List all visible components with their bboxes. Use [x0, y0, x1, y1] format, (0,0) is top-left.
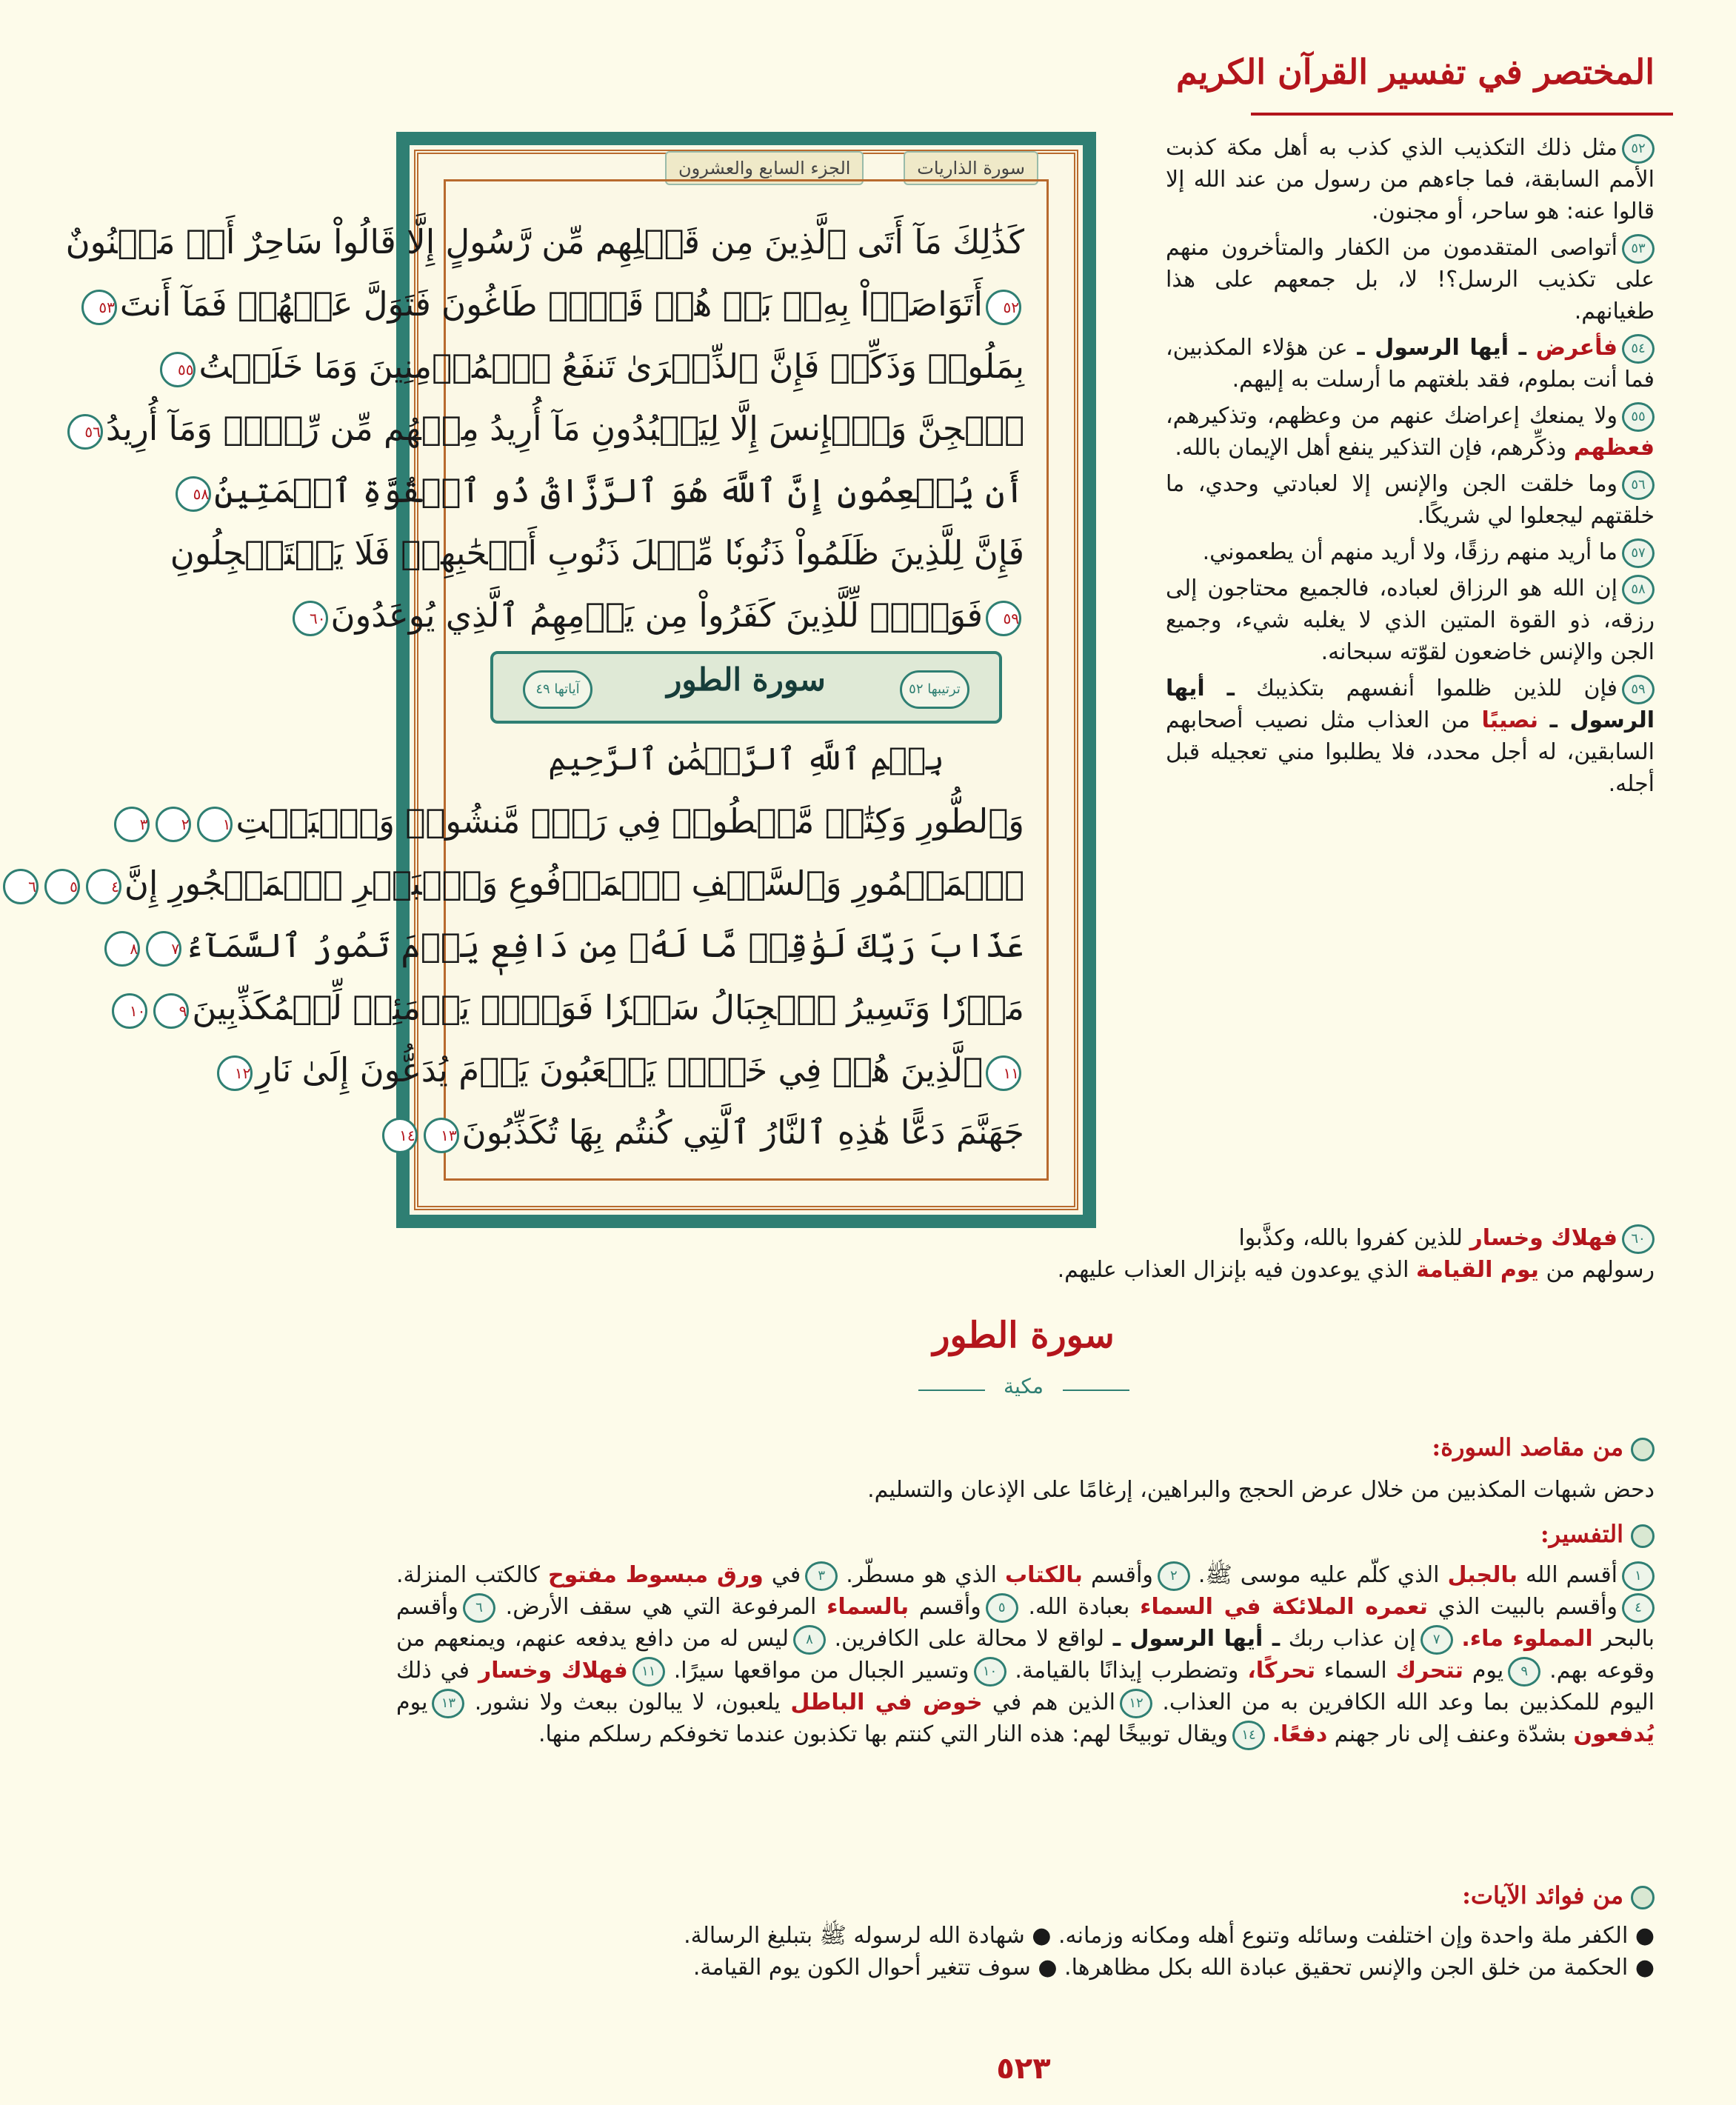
page-number: ٥٢٣ [996, 2052, 1051, 2086]
verse-number: ١٠ [974, 1657, 1006, 1687]
verse-line: ٱلۡمَعۡمُورِ وَٱلسَّقۡفِ ٱلۡمَرۡفُوعِ وَٱلۡبَحۡرِ ٱلۡمَسۡجُورِ إِنَّ٤٥٦ [468, 853, 1024, 915]
verse-number: ٦٠ [1622, 1224, 1655, 1254]
fawaid-row: ● الكفر ملة واحدة وإن اختلفت وسائله وتنوع أهله ومكانه وزمانه. ● شهادة الله لرسوله ﷺ بتبليغ الرسالة. [684, 1923, 1655, 1949]
mushaf-text-area [28, 179, 1049, 1181]
fawaid-item: سوف تتغير أحوال الكون يوم القيامة. [692, 1955, 1031, 1981]
tafsir-paragraph-60: ٦٠فهلاك وخسار للذين كفروا بالله، وكذَّبوا رسولهم من يوم القيامة الذي يوعدون فيه بإنزال العذاب عليهم. [1057, 1225, 1655, 1283]
basmala: بِسۡمِ ٱللَّهِ ٱلرَّحۡمَٰنِ ٱلرَّحِيمِ [548, 741, 944, 777]
verse-marker: ١٠ [112, 993, 147, 1029]
verse-line: جَهَنَّمَ دَعًّا هَٰذِهِ ٱلنَّارُ ٱلَّتِي كُنتُم بِهَا تُكَذِّبُونَ١٣١٤ [468, 1101, 1024, 1164]
verse-marker: ٨ [104, 931, 140, 967]
verse-marker: ٩ [153, 993, 189, 1029]
verse-marker: ١٣ [424, 1118, 459, 1153]
verse-marker: ٢ [156, 807, 191, 842]
verse-number: ٥٨ [1622, 575, 1655, 604]
banner-verse-count: آياتها ٤٩ [523, 670, 592, 709]
verse-number: ٥٢ [1622, 134, 1655, 164]
surah-banner [490, 651, 1002, 724]
surah-name-label: سورة الذاريات [904, 151, 1038, 185]
verse-marker: ٥٢ [986, 290, 1021, 325]
maqasid-heading: من مقاصد السورة: [1432, 1433, 1655, 1461]
verse-number: ٥٩ [1622, 675, 1655, 704]
verse-line: كَذَٰلِكَ مَآ أَتَى ٱلَّذِينَ مِن قَبۡلِهِم مِّن رَّسُولٍ إِلَّا قَالُواْ سَاحِرٌ أَوۡ مَجۡنُونٌ [65, 222, 1024, 261]
verse-number: ٤ [1622, 1593, 1655, 1623]
tafsir-paragraph: ٥٣أتواصى المتقدمون من الكفار والمتأخرون منهم على تكذيب الرسل؟! لا، بل جمعهم على هذا طغيانهم. [1166, 235, 1655, 324]
tafsir-block: ١أقسم الله بالجبل الذي كلّم عليه موسى ﷺ. ٢وأقسم بالكتاب الذي هو مسطّر. ٣في ورق مبسوط مفتوح كالكتب المنزلة. ٤وأقسم بالبيت الذي تعمره الملائكة في السماء بعبادة الله. ٥وأقسم بالسماء المرفوعة التي هي سقف الأرض. ٦وأقسم بالبحر المملوء ماء. ٧إن عذاب ربك ـ أيها الرسول ـ لواقع لا محالة على الكافرين. ٨ليس له من دافع يدفعه عنهم، ويمنعهم من وقوعه بهم. ٩يوم تتحرك السماء تحركًا، وتضطرب إيذانًا بالقيامة. ١٠وتسير الجبال من مواقعها سيرًا. ١١فهلاك وخسار في ذلك اليوم للمكذبين بما وعد الله الكافرين به من العذاب. ١٢الذين هم في خوض في الباطل يلعبون، لا يبالون ببعث ولا نشور. ١٣يوم يُدفعون بشدّة وعنف إلى نار جهنم دفعًا. ١٤ويقال توبيخًا لهم: هذه النار التي كنتم بها تكذبون عندما تخوفكم رسلكم منها. [396, 1559, 1655, 1750]
verse-number: ٣ [805, 1561, 838, 1591]
verse-number: ٥٣ [1622, 234, 1655, 264]
tafsir-paragraph: ٥٢مثل ذلك التكذيب الذي كذب به أهل مكة كذبت الأمم السابقة، فما جاءهم من رسول من عند الله إلا قالوا عنه: هو ساحر، أو مجنون. [1166, 135, 1655, 224]
verse-number: ١٤ [1232, 1721, 1265, 1750]
verse-marker: ٦٠ [293, 601, 328, 636]
verse-marker: ٥٩ [986, 601, 1021, 636]
verse-line: مَوۡرٗا وَتَسِيرُ ٱلۡجِبَالُ سَيۡرٗا فَوَيۡلٞ يَوۡمَئِذٖ لِّلۡمُكَذِّبِينَ٩١٠ [468, 977, 1024, 1039]
banner-order: ترتيبها ٥٢ [900, 670, 969, 709]
verse-line: عَذَابَ رَبِّكَ لَوَٰقِعٞ مَّا لَهُۥ مِن دَافِعٖ يَوۡمَ تَمُورُ ٱلسَّمَآءُ٧٨ [468, 915, 1024, 977]
verse-number: ٥٧ [1622, 538, 1655, 568]
verse-number: ٦ [463, 1593, 495, 1623]
verse-line: ٥٩فَوَيۡلٞ لِّلَّذِينَ كَفَرُواْ مِن يَوۡمِهِمُ ٱلَّذِي يُوعَدُونَ٦٠ [468, 584, 1024, 647]
verse-line: ١١ٱلَّذِينَ هُمۡ فِي خَوۡضٖ يَلۡعَبُونَ يَوۡمَ يُدَعُّونَ إِلَىٰ نَارِ١٢ [468, 1039, 1024, 1101]
section-bullet-icon [1631, 1886, 1655, 1909]
verse-marker: ٥٣ [81, 290, 117, 325]
verse-marker: ٥٥ [160, 352, 196, 387]
verse-line: بِمَلُومٖ وَذَكِّرۡ فَإِنَّ ٱلذِّكۡرَىٰ تَنفَعُ ٱلۡمُؤۡمِنِينَ وَمَا خَلَقۡتُ٥٥ [468, 336, 1024, 398]
verse-number: ٥٤ [1622, 334, 1655, 364]
verse-number: ٨ [793, 1625, 826, 1655]
verse-marker: ٧ [146, 931, 181, 967]
fawaid-heading: من فوائد الآيات: [1462, 1881, 1655, 1909]
verse-number: ٥٥ [1622, 402, 1655, 432]
fawaid-item: شهادة الله لرسوله ﷺ بتبليغ الرسالة. [684, 1923, 1025, 1949]
verse-marker: ١٢ [217, 1055, 253, 1091]
verse-marker: ٣ [114, 807, 150, 842]
fawaid-row: ● الحكمة من خلق الجن والإنس تحقيق عبادة الله بكل مظاهرها. ● سوف تتغير أحوال الكون يوم القيامة. [692, 1955, 1655, 1981]
verse-number: ١١ [632, 1657, 665, 1687]
book-title: المختصر في تفسير القرآن الكريم [1176, 52, 1655, 92]
verse-number: ٩ [1508, 1657, 1540, 1687]
tafsir-paragraph: ٥٧ما أريد منهم رزقًا، ولا أريد منهم أن يطعموني. [1166, 536, 1655, 568]
tafsir-paragraph: ٥٦وما خلقت الجن والإنس إلا لعبادتي وحدي، ما خلقتهم ليجعلوا لي شريكًا. [1166, 471, 1655, 529]
surah-banner-title: سورة الطور [667, 661, 826, 698]
verse-number: ١٢ [1120, 1689, 1152, 1718]
verse-number: ١٣ [432, 1689, 464, 1718]
verse-marker: ١ [197, 807, 233, 842]
section-bullet-icon [1631, 1524, 1655, 1548]
verse-line: وَٱلطُّورِ وَكِتَٰبٖ مَّسۡطُورٖ فِي رَقّٖ مَّنشُورٖ وَٱلۡبَيۡتِ١٢٣ [468, 790, 1024, 853]
verse-number: ١ [1622, 1561, 1655, 1591]
tafsir-paragraph: ٥٥ولا يمنعك إعراضك عنهم من وعظهم، وتذكيرهم، فعظهم وذكِّرهم، فإن التذكير ينفع أهل الإيمان بالله. [1166, 403, 1655, 461]
verse-marker: ٦ [3, 869, 39, 904]
fawaid-list [396, 1920, 1655, 1984]
maqasid-text: دحض شبهات المكذبين من خلال عرض الحجج والبراهين، إرغامًا على الإذعان والتسليم. [867, 1477, 1655, 1503]
mushaf-frame [28, 132, 1096, 1228]
verse-marker: ٥٦ [67, 414, 103, 450]
verse-line: فَإِنَّ لِلَّذِينَ ظَلَمُواْ ذَنُوبٗا مِّثۡلَ ذَنُوبِ أَصۡحَٰبِهِمۡ فَلَا يَسۡتَعۡجِلُونِ [170, 533, 1024, 573]
verse-number: ٥ [986, 1593, 1018, 1623]
fawaid-item: الكفر ملة واحدة وإن اختلفت وسائله وتنوع أهله ومكانه وزمانه. [1058, 1923, 1629, 1949]
verse-line: ٱلۡجِنَّ وَٱلۡإِنسَ إِلَّا لِيَعۡبُدُونِ مَآ أُرِيدُ مِنۡهُم مِّن رِّزۡقٖ وَمَآ أُرِيدُ٥٦ [468, 398, 1024, 460]
header-rule [1251, 113, 1673, 116]
fawaid-item: الحكمة من خلق الجن والإنس تحقيق عبادة الله بكل مظاهرها. [1064, 1955, 1629, 1981]
tafsir-paragraph: ٥٤فأعرض ـ أيها الرسول ـ عن هؤلاء المكذبين، فما أنت بملوم، فقد بلغتهم ما أرسلت به إليهم. [1166, 335, 1655, 393]
tafsir-column [1166, 132, 1655, 804]
tafsir-paragraph: ٥٩فإن للذين ظلموا أنفسهم بتكذيبك ـ أيها الرسول ـ نصيبًا من العذاب مثل نصيب أصحابهم السابقين، له أجل محدد، فلا يطلبوا مني تعجيله قبل أجله. [1166, 675, 1655, 797]
juz-label: الجزء السابع والعشرون [665, 151, 864, 185]
tafsir-heading: التفسير: [1540, 1520, 1655, 1548]
divider [918, 1390, 985, 1391]
verse-number: ٢ [1158, 1561, 1190, 1591]
verse-number: ٥٦ [1622, 470, 1655, 500]
verse-marker: ١١ [986, 1055, 1021, 1091]
verse-line: ٥٢أَتَوَاصَوۡاْ بِهِۦۚ بَلۡ هُمۡ قَوۡمٞ طَاغُونَ فَتَوَلَّ عَنۡهُمۡ فَمَآ أَنتَ٥٣ [468, 273, 1024, 336]
verse-marker: ٥٨ [176, 476, 211, 512]
revelation-type: مكية [1004, 1374, 1044, 1398]
verse-marker: ٥ [44, 869, 80, 904]
verse-marker: ١٤ [382, 1118, 418, 1153]
tafsir-paragraph: ٥٨إن الله هو الرزاق لعباده، فالجميع محتاجون إلى رزقه، ذو القوة المتين الذي لا يغلبه شيء، وجميع الجن والإنس خاضعون لقوّته سبحانه. [1166, 576, 1655, 665]
verse-number: ٧ [1420, 1625, 1453, 1655]
surah-title: سورة الطور [932, 1315, 1115, 1356]
verse-marker: ٤ [86, 869, 121, 904]
section-bullet-icon [1631, 1438, 1655, 1461]
verse-line: أَن يُطۡعِمُونِ إِنَّ ٱللَّهَ هُوَ ٱلرَّزَّاقُ ذُو ٱلۡقُوَّةِ ٱلۡمَتِينُ٥٨ [468, 460, 1024, 522]
